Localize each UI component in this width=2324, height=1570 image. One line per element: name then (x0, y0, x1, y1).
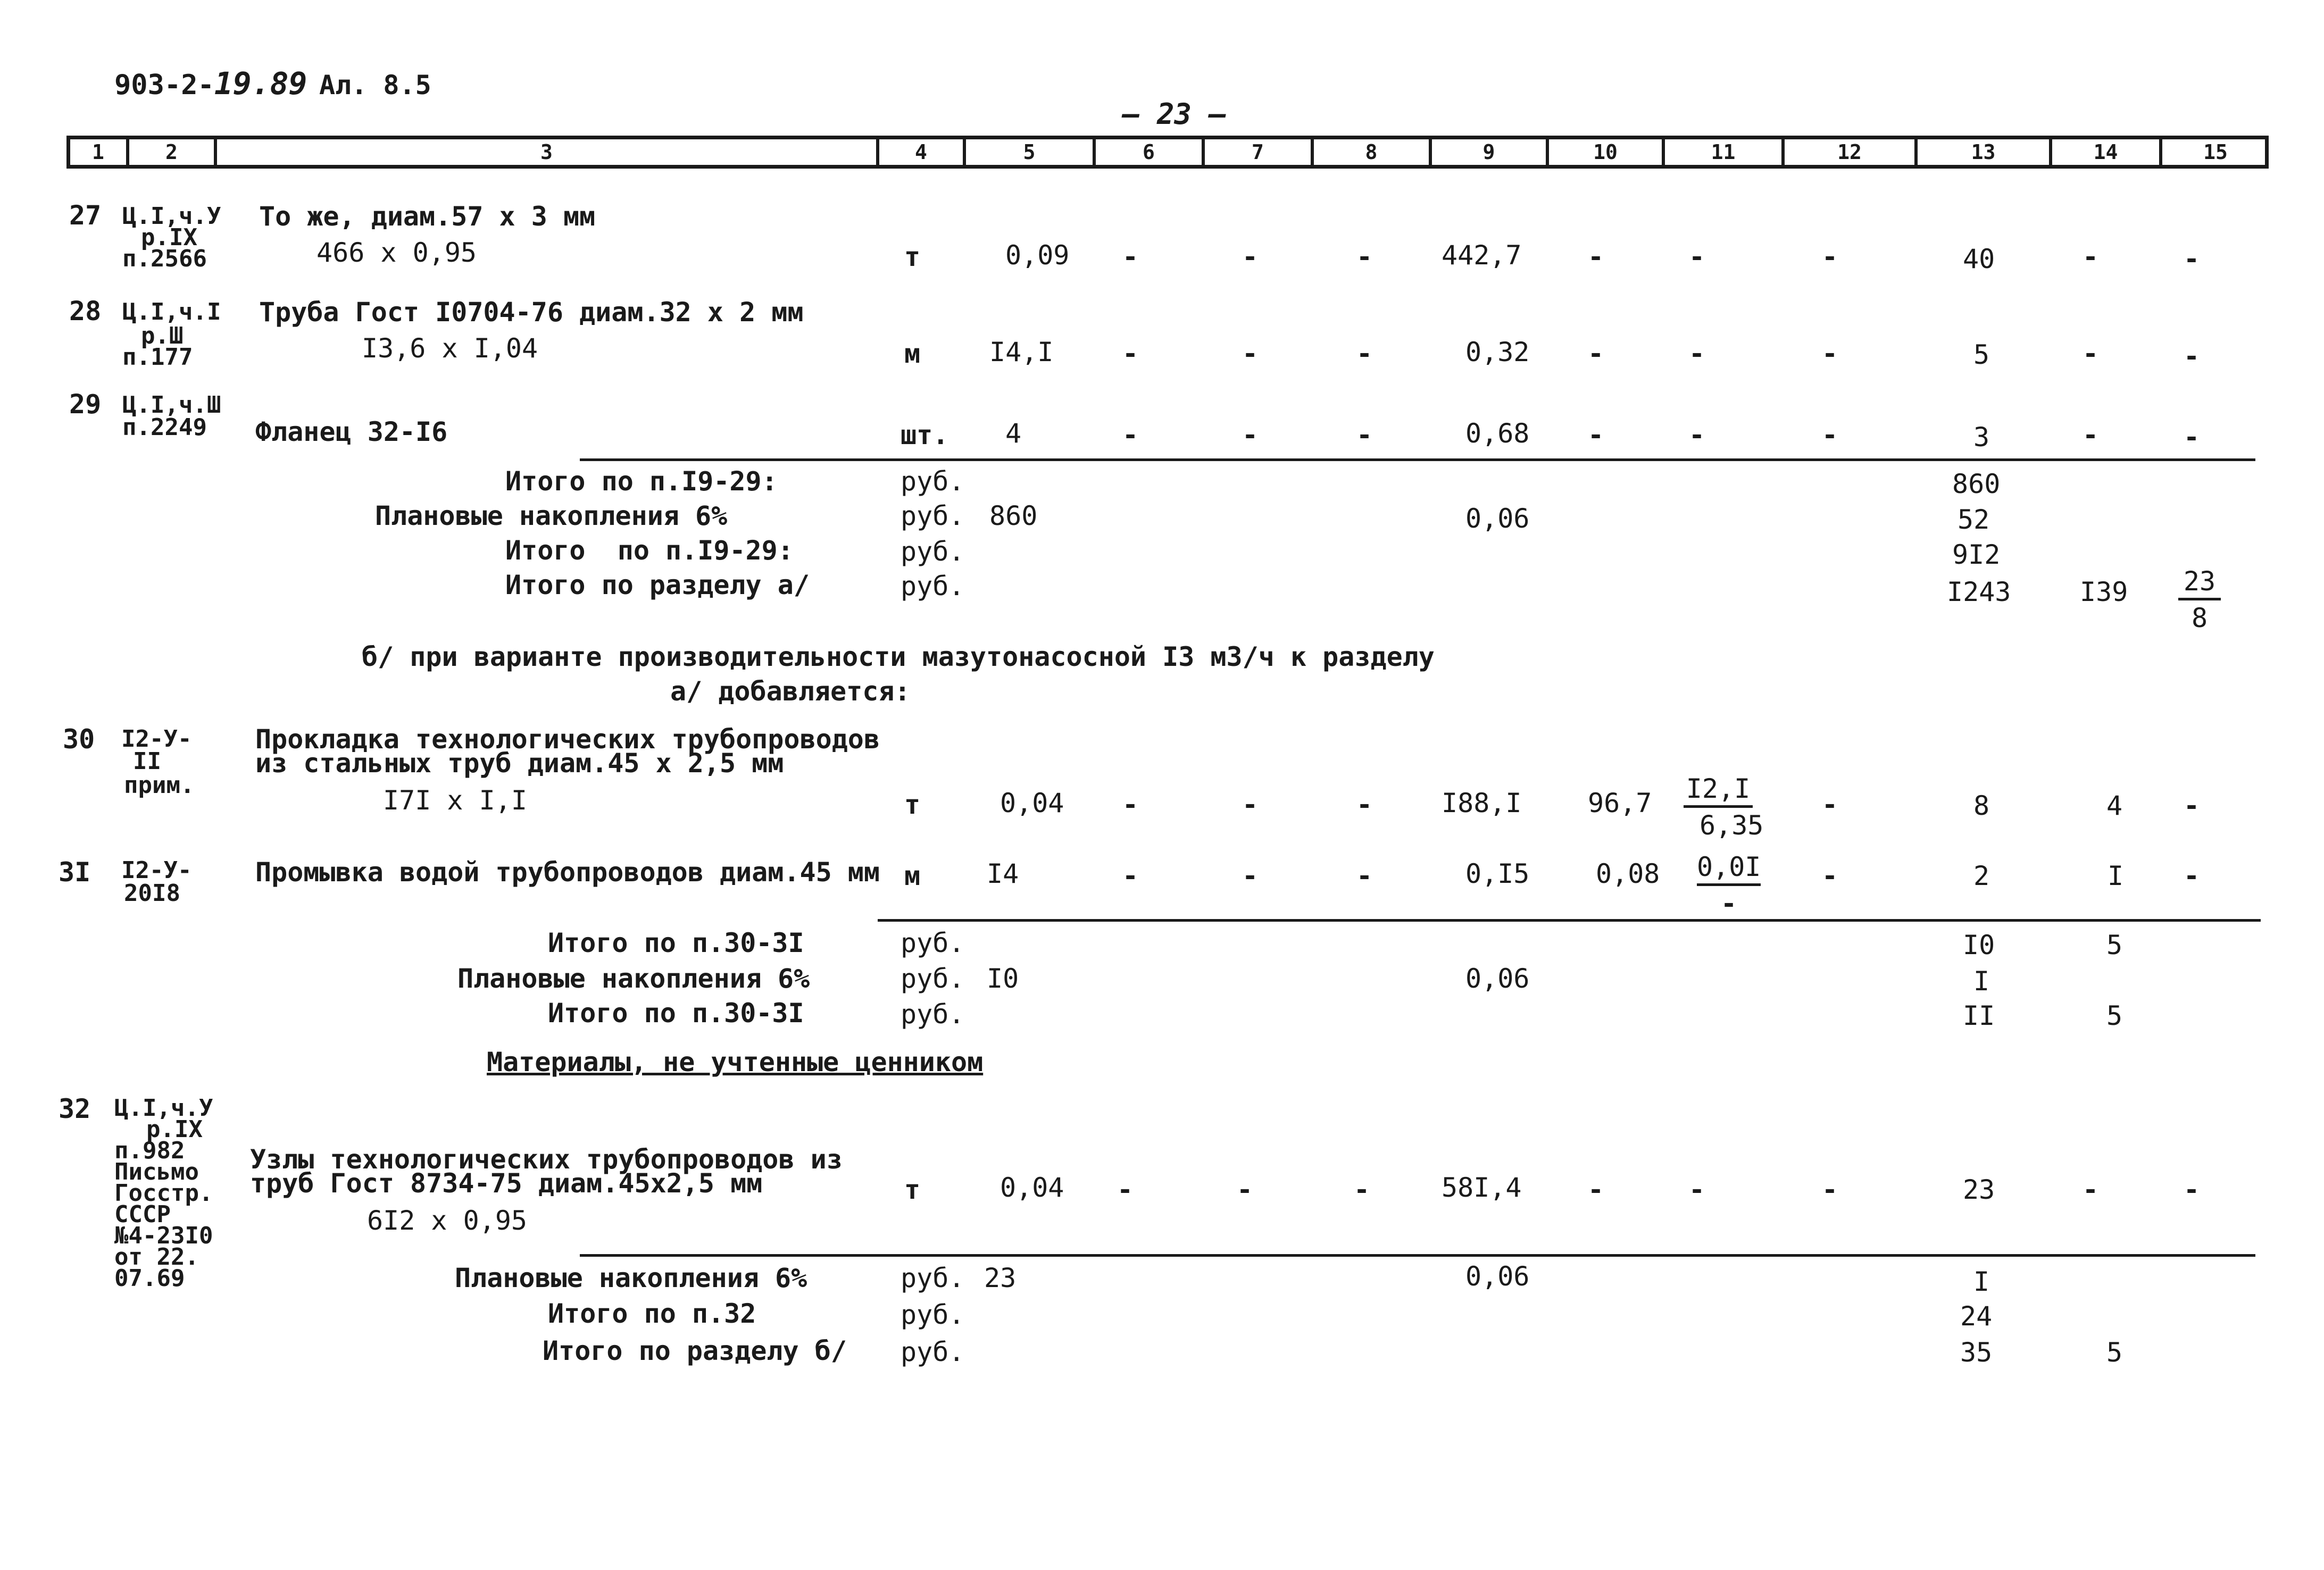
row-number: 32 (59, 1093, 91, 1124)
col13: I0 (1963, 930, 1995, 961)
page-number: — 23 — (1122, 97, 1227, 131)
reference: п.177 (122, 344, 193, 371)
item-name: Труба Гост I0704-76 диам.32 х 2 мм (259, 297, 804, 328)
quantity: 0,09 (1005, 240, 1070, 271)
col9: 0,68 (1465, 418, 1530, 449)
col15-fraction: $\frac{23}{8}$ (2178, 568, 2221, 631)
col14: - (2083, 1174, 2099, 1205)
col11: - (1689, 241, 1705, 272)
col13: 24 (1960, 1301, 1993, 1332)
col-header-1: 1 (92, 140, 104, 164)
subtotal-label: Плановые накопления 6% (455, 1263, 807, 1293)
col7: - (1237, 1174, 1253, 1205)
col-header-10: 10 (1546, 139, 1662, 165)
item-name: Фланец 32-I6 (255, 416, 448, 447)
col11-fraction: $\frac{I2,I}{6,35}$ (1684, 775, 1753, 839)
unit: м (904, 338, 921, 369)
currency-unit: руб. (901, 963, 965, 994)
col14: 5 (2106, 1000, 2123, 1031)
col-header-6: 6 (1093, 139, 1202, 165)
subtotal-label: Итого по п.32 (548, 1298, 756, 1329)
col15: - (2184, 244, 2200, 274)
col13: 860 (1952, 469, 2001, 499)
col14: 5 (2106, 930, 2123, 961)
section-heading: б/ при варианте производительности мазутонасосной I3 м3/ч к разделу (362, 641, 1435, 672)
currency-unit: руб. (901, 500, 965, 531)
col12: - (1822, 338, 1838, 369)
quantity: 23 (984, 1263, 1017, 1293)
col-header-2: 2 (126, 139, 214, 165)
currency-unit: руб. (901, 1263, 965, 1293)
col7: - (1242, 789, 1259, 820)
item-name: Узлы технологических трубопроводов из (250, 1144, 843, 1175)
subtotal-label: Плановые накопления 6% (457, 963, 810, 994)
reference: II (133, 748, 161, 775)
col6: - (1122, 338, 1139, 369)
col13: I (1973, 966, 1990, 997)
col13: 52 (1958, 504, 1990, 535)
col15: - (2184, 790, 2200, 821)
col13: 35 (1960, 1337, 1993, 1368)
col8: - (1356, 789, 1373, 820)
total-rule (580, 458, 2255, 461)
item-calc: 466 х 0,95 (316, 237, 477, 268)
col11: - (1689, 420, 1705, 450)
col15: - (2184, 1174, 2200, 1205)
row-number: 28 (69, 296, 102, 327)
col8: - (1356, 420, 1373, 450)
col6: - (1122, 861, 1139, 891)
col7: - (1242, 338, 1259, 369)
quantity: I4,I (989, 337, 1054, 368)
unit: т (904, 1174, 921, 1205)
col12: - (1822, 1174, 1838, 1205)
col14: - (2083, 420, 2099, 450)
col12: - (1822, 789, 1838, 820)
doc-code-handwritten: 19.89 (214, 65, 307, 102)
column-header-row (66, 136, 2269, 169)
reference: I2-У- (121, 857, 192, 884)
col6: - (1122, 789, 1139, 820)
subtotal-label: Плановые накопления 6% (375, 500, 728, 531)
col-header-3: 3 (214, 139, 876, 165)
col8: - (1354, 1174, 1370, 1205)
item-name: То же, диам.57 х 3 мм (259, 201, 596, 232)
col8: - (1356, 241, 1373, 272)
col14: - (2083, 241, 2099, 272)
row-number: 29 (69, 389, 102, 420)
reference: 20I8 (124, 880, 180, 907)
currency-unit: руб. (901, 928, 965, 958)
subtotal-label: Итого по разделу б/ (543, 1335, 847, 1366)
col6: - (1117, 1174, 1134, 1205)
currency-unit: руб. (901, 999, 965, 1030)
item-calc: 6I2 х 0,95 (367, 1205, 528, 1236)
col15: - (2184, 422, 2200, 453)
item-calc: I7I х I,I (383, 785, 527, 816)
col11: - (1689, 338, 1705, 369)
reference: Письмо (114, 1158, 199, 1185)
reference: №4-23I0 (114, 1222, 213, 1249)
col9: 58I,4 (1442, 1172, 1522, 1203)
total-rule (878, 919, 2261, 922)
col6: - (1122, 241, 1139, 272)
item-name: Прокладка технологических трубопроводов (255, 724, 880, 755)
col7: - (1242, 241, 1259, 272)
item-name: труб Гост 8734-75 диам.45х2,5 мм (250, 1168, 763, 1199)
col13: I (1973, 1266, 1990, 1297)
col-header-7: 7 (1202, 139, 1311, 165)
col14: - (2083, 338, 2099, 369)
col7: - (1242, 861, 1259, 891)
unit: м (904, 861, 921, 891)
col-header-14: 14 (2049, 139, 2159, 165)
unit: т (904, 789, 921, 820)
col13: 2 (1973, 861, 1990, 891)
col-header-12: 12 (1781, 139, 1914, 165)
col8: - (1356, 338, 1373, 369)
col13: 23 (1963, 1174, 1995, 1205)
currency-unit: руб. (901, 1299, 965, 1330)
row-number: 30 (63, 724, 95, 755)
col6: - (1122, 420, 1139, 450)
col13: II (1963, 1000, 1995, 1031)
col15: - (2184, 341, 2200, 372)
col10: 96,7 (1588, 788, 1652, 819)
col-header-11: 11 (1662, 139, 1781, 165)
col-header-4: 4 (876, 139, 963, 165)
item-calc: I3,6 х I,04 (362, 333, 538, 364)
reference: Ц.I,ч.У (122, 203, 221, 230)
materials-heading: Материалы, не учтенные ценником (487, 1047, 984, 1078)
album-number: Ал. 8.5 (319, 70, 431, 101)
reference: п.982 (114, 1137, 185, 1164)
col12: - (1822, 241, 1838, 272)
col10: - (1588, 338, 1604, 369)
unit: т (904, 241, 921, 272)
reference: Госстр. (114, 1180, 213, 1207)
col10: - (1588, 241, 1604, 272)
subtotal-label: Итого по разделу а/ (505, 570, 810, 600)
item-name: из стальных труб диам.45 х 2,5 мм (255, 748, 784, 779)
col9: 0,06 (1465, 503, 1530, 534)
quantity: 0,04 (1000, 788, 1064, 819)
reference: Ц.I,ч.I (122, 298, 221, 325)
col14: I (2108, 861, 2124, 891)
col10: - (1588, 1174, 1604, 1205)
col9: 442,7 (1442, 240, 1522, 271)
currency-unit: руб. (901, 536, 965, 567)
col12: - (1822, 861, 1838, 891)
reference: п.2566 (122, 245, 207, 272)
item-name: Промывка водой трубопроводов диам.45 мм (255, 857, 880, 888)
reference: Ц.I,ч.Ш (122, 391, 221, 419)
unit: шт. (901, 420, 949, 450)
reference: СССР (114, 1201, 171, 1228)
reference: п.2249 (122, 414, 207, 441)
reference: 07.69 (114, 1265, 185, 1292)
col12: - (1822, 420, 1838, 450)
quantity: I4 (987, 858, 1019, 889)
reference: р.IX (141, 224, 197, 251)
col-header-9: 9 (1429, 139, 1546, 165)
col9: I88,I (1442, 788, 1522, 819)
row-number: 3I (59, 857, 91, 888)
quantity: 0,04 (1000, 1172, 1064, 1203)
subtotal-label: Итого по п.I9-29: (505, 535, 794, 566)
section-heading: а/ добавляется: (670, 676, 911, 707)
col13: 40 (1963, 244, 1995, 274)
col14: I39 (2080, 577, 2128, 607)
quantity: 4 (1005, 418, 1022, 449)
col13: I243 (1947, 577, 2011, 607)
quantity: I0 (987, 963, 1019, 994)
col-header-13: 13 (1914, 139, 2049, 165)
reference: р.Ш (141, 322, 184, 349)
col14: 4 (2106, 790, 2123, 821)
row-number: 27 (69, 200, 102, 231)
col13: 9I2 (1952, 539, 2001, 570)
reference: от 22. (114, 1243, 199, 1271)
reference: I2-У- (121, 725, 192, 753)
col9: 0,06 (1465, 963, 1530, 994)
col14: 5 (2106, 1337, 2123, 1368)
subtotal-label: Итого по п.I9-29: (505, 466, 778, 497)
reference: прим. (124, 772, 195, 799)
col11-fraction: 0,0I - (1697, 851, 1761, 919)
col7: - (1242, 420, 1259, 450)
col9: 0,32 (1465, 337, 1530, 368)
col9: 0,06 (1465, 1261, 1530, 1292)
currency-unit: руб. (901, 1337, 965, 1367)
col9: 0,I5 (1465, 858, 1530, 889)
col8: - (1356, 861, 1373, 891)
col11: - (1689, 1174, 1705, 1205)
reference: р.IX (146, 1116, 203, 1143)
col-header-5: 5 (963, 139, 1093, 165)
col-header-15: 15 (2159, 139, 2269, 165)
col13: 8 (1973, 790, 1990, 821)
doc-code: 903-2-19.89 (114, 65, 307, 102)
col10: 0,08 (1596, 858, 1660, 889)
col13: 3 (1973, 422, 1990, 453)
quantity: 860 (989, 500, 1038, 531)
total-rule (580, 1254, 2255, 1257)
reference: Ц.I,ч.У (114, 1095, 213, 1122)
col13: 5 (1973, 339, 1990, 370)
col-header-8: 8 (1311, 139, 1429, 165)
currency-unit: руб. (901, 466, 965, 497)
subtotal-label: Итого по п.30-3I (548, 928, 804, 958)
col15: - (2184, 861, 2200, 891)
currency-unit: руб. (901, 571, 965, 602)
subtotal-label: Итого по п.30-3I (548, 998, 804, 1029)
col10: - (1588, 420, 1604, 450)
